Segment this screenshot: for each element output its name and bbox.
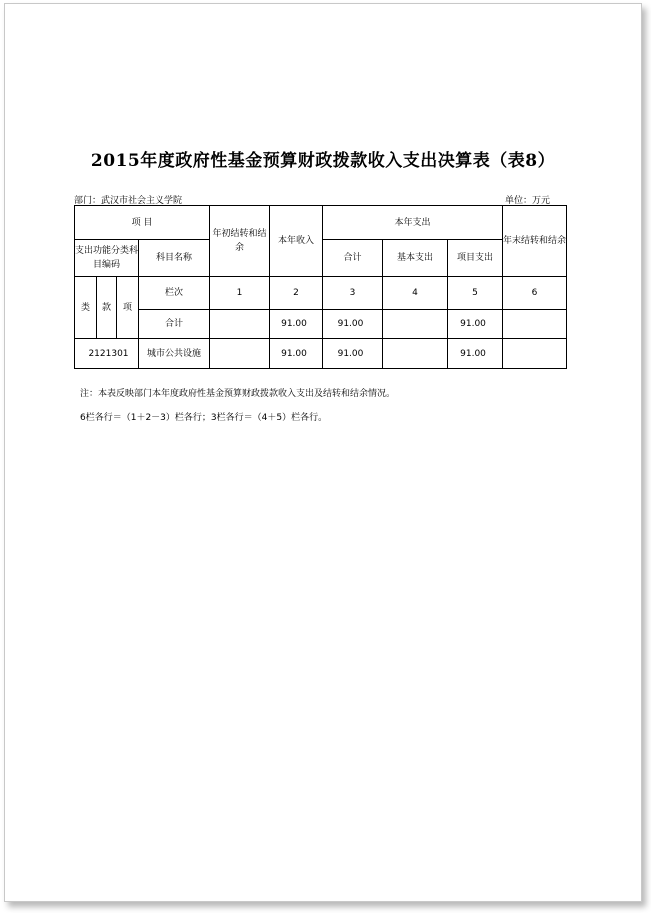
header-basic-expense: 基本支出 [383, 240, 448, 277]
header-closing-balance: 年末结转和结余 [503, 206, 567, 277]
column-number: 6 [503, 277, 567, 310]
header-total: 合计 [323, 240, 383, 277]
header-item: 项 目 [75, 206, 210, 240]
header-current-income: 本年收入 [270, 206, 323, 277]
document-page [4, 3, 642, 902]
header-project-expense: 项目支出 [448, 240, 503, 277]
row-expense-total: 91.00 [323, 339, 383, 369]
total-closing-balance [503, 310, 567, 339]
column-number-row [75, 277, 567, 310]
row-closing-balance [503, 339, 567, 369]
column-number: 1 [210, 277, 270, 310]
column-number: 2 [270, 277, 323, 310]
department-label: 部门：武汉市社会主义学院 [74, 196, 183, 206]
column-row-label: 栏次 [139, 277, 210, 310]
total-opening-balance [210, 310, 270, 339]
row-project-expense: 91.00 [448, 339, 503, 369]
total-project-expense: 91.00 [448, 310, 503, 339]
header-current-expense: 本年支出 [323, 206, 503, 240]
row-current-income: 91.00 [270, 339, 323, 369]
header-opening-balance: 年初结转和结余 [210, 206, 270, 277]
header-row-1 [75, 206, 567, 240]
column-number: 4 [383, 277, 448, 310]
table-row [75, 339, 567, 369]
total-current-income: 91.00 [270, 310, 323, 339]
column-number: 5 [448, 277, 503, 310]
row-basic-expense [383, 339, 448, 369]
note-line: 注：本表反映部门本年度政府性基金预算财政拨款收入支出及结转和结余情况。 [80, 389, 396, 399]
unit-label: 单位：万元 [505, 196, 551, 206]
budget-table [74, 205, 567, 369]
row-function-code: 2121301 [75, 339, 139, 369]
header-kuan: 款 [97, 277, 117, 339]
header-function-code: 支出功能分类科目编码 [75, 240, 139, 277]
header-subject-name: 科目名称 [139, 240, 210, 277]
note-line: 6栏各行＝（1＋2－3）栏各行；3栏各行＝（4＋5）栏各行。 [80, 413, 328, 423]
total-expense-total: 91.00 [323, 310, 383, 339]
header-xiang: 项 [117, 277, 139, 339]
total-row-label: 合计 [139, 310, 210, 339]
row-opening-balance [210, 339, 270, 369]
column-number: 3 [323, 277, 383, 310]
header-lei: 类 [75, 277, 97, 339]
total-row [75, 310, 567, 339]
document-title: 2015年度政府性基金预算财政拨款收入支出决算表（表8） [90, 151, 556, 171]
row-subject-name: 城市公共设施 [139, 339, 210, 369]
total-basic-expense [383, 310, 448, 339]
